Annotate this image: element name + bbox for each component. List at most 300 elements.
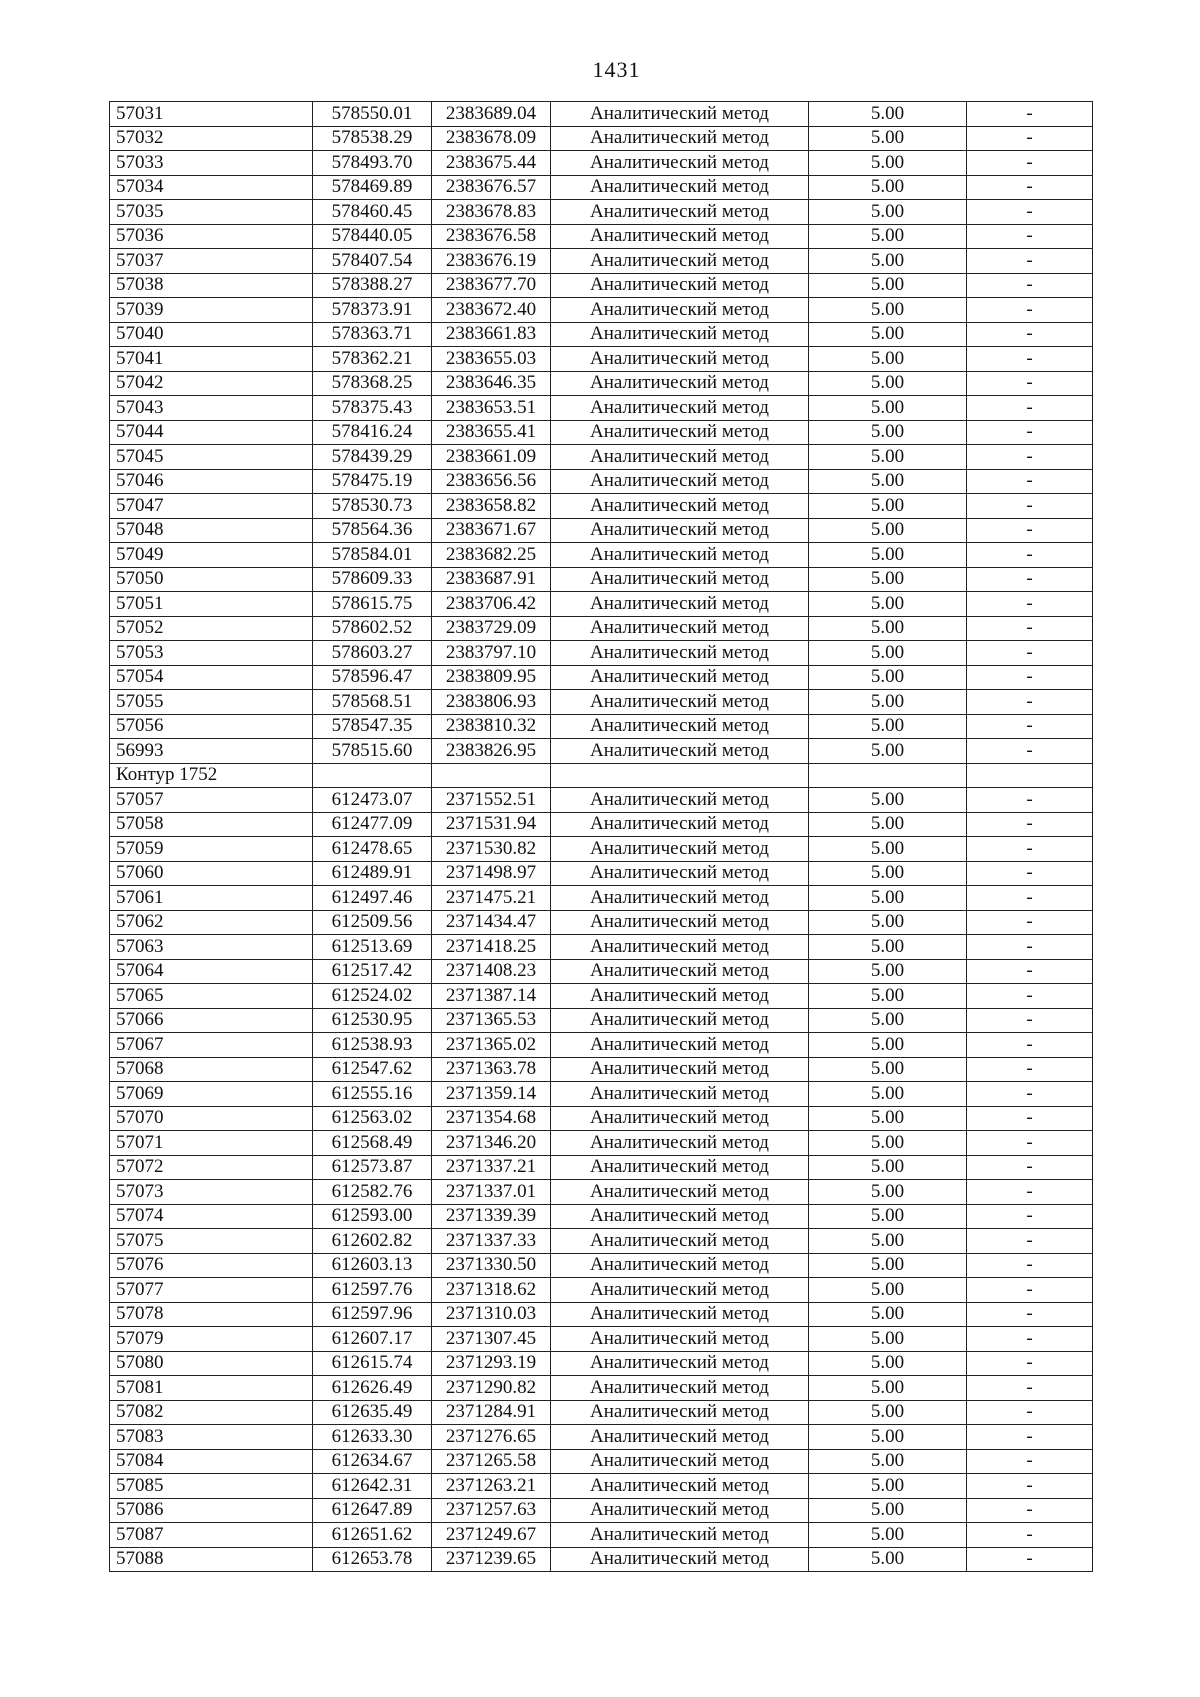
table-row xyxy=(110,1474,1093,1499)
x-coordinate-cell: 612633.30 xyxy=(313,1425,432,1450)
note-cell: - xyxy=(967,1229,1093,1254)
method-cell: Аналитический метод xyxy=(551,910,809,935)
method-cell: Аналитический метод xyxy=(551,371,809,396)
x-coordinate-cell: 612582.76 xyxy=(313,1180,432,1205)
method-cell: Аналитический метод xyxy=(551,1547,809,1572)
point-number-cell: 57060 xyxy=(110,861,313,886)
point-number-cell: 57081 xyxy=(110,1376,313,1401)
note-cell: - xyxy=(967,1131,1093,1156)
y-coordinate-cell: 2383678.09 xyxy=(432,126,551,151)
precision-cell: 5.00 xyxy=(809,347,967,372)
point-number-cell: 57061 xyxy=(110,886,313,911)
method-cell: Аналитический метод xyxy=(551,1376,809,1401)
table-row xyxy=(110,1327,1093,1352)
method-cell: Аналитический метод xyxy=(551,1474,809,1499)
method-cell: Аналитический метод xyxy=(551,1449,809,1474)
precision-cell: 5.00 xyxy=(809,1425,967,1450)
table-row xyxy=(110,543,1093,568)
y-coordinate-cell: 2383676.57 xyxy=(432,175,551,200)
table-row xyxy=(110,1547,1093,1572)
y-coordinate-cell: 2383658.82 xyxy=(432,494,551,519)
y-coordinate-cell: 2383810.32 xyxy=(432,714,551,739)
precision-cell: 5.00 xyxy=(809,420,967,445)
point-number-cell: 57032 xyxy=(110,126,313,151)
method-cell: Аналитический метод xyxy=(551,298,809,323)
table-row xyxy=(110,1106,1093,1131)
table-row xyxy=(110,935,1093,960)
table-row xyxy=(110,1131,1093,1156)
method-cell: Аналитический метод xyxy=(551,249,809,274)
y-coordinate-cell: 2383672.40 xyxy=(432,298,551,323)
x-coordinate-cell: 612607.17 xyxy=(313,1327,432,1352)
note-cell: - xyxy=(967,371,1093,396)
method-cell: Аналитический метод xyxy=(551,665,809,690)
point-number-cell: 57082 xyxy=(110,1400,313,1425)
precision-cell: 5.00 xyxy=(809,151,967,176)
empty-cell xyxy=(809,763,967,788)
method-cell: Аналитический метод xyxy=(551,739,809,764)
note-cell: - xyxy=(967,543,1093,568)
x-coordinate-cell: 578362.21 xyxy=(313,347,432,372)
precision-cell: 5.00 xyxy=(809,1474,967,1499)
precision-cell: 5.00 xyxy=(809,567,967,592)
table-row xyxy=(110,567,1093,592)
precision-cell: 5.00 xyxy=(809,616,967,641)
precision-cell: 5.00 xyxy=(809,1498,967,1523)
table-row xyxy=(110,739,1093,764)
method-cell: Аналитический метод xyxy=(551,396,809,421)
precision-cell: 5.00 xyxy=(809,494,967,519)
table-row xyxy=(110,788,1093,813)
table-row xyxy=(110,1351,1093,1376)
point-number-cell: 57073 xyxy=(110,1180,313,1205)
x-coordinate-cell: 612538.93 xyxy=(313,1033,432,1058)
x-coordinate-cell: 612478.65 xyxy=(313,837,432,862)
table-row xyxy=(110,1229,1093,1254)
x-coordinate-cell: 612615.74 xyxy=(313,1351,432,1376)
point-number-cell: 57064 xyxy=(110,959,313,984)
x-coordinate-cell: 612635.49 xyxy=(313,1400,432,1425)
x-coordinate-cell: 612603.13 xyxy=(313,1253,432,1278)
x-coordinate-cell: 578460.45 xyxy=(313,200,432,225)
note-cell: - xyxy=(967,1449,1093,1474)
table-row xyxy=(110,1425,1093,1450)
point-number-cell: 57067 xyxy=(110,1033,313,1058)
point-number-cell: 57071 xyxy=(110,1131,313,1156)
y-coordinate-cell: 2371531.94 xyxy=(432,812,551,837)
precision-cell: 5.00 xyxy=(809,935,967,960)
y-coordinate-cell: 2383675.44 xyxy=(432,151,551,176)
y-coordinate-cell: 2371293.19 xyxy=(432,1351,551,1376)
point-number-cell: 57046 xyxy=(110,469,313,494)
y-coordinate-cell: 2371475.21 xyxy=(432,886,551,911)
page-number: 1431 xyxy=(592,57,641,82)
precision-cell: 5.00 xyxy=(809,322,967,347)
method-cell: Аналитический метод xyxy=(551,1302,809,1327)
method-cell: Аналитический метод xyxy=(551,175,809,200)
point-number-cell: 57045 xyxy=(110,445,313,470)
precision-cell: 5.00 xyxy=(809,1523,967,1548)
table-row xyxy=(110,1498,1093,1523)
note-cell: - xyxy=(967,567,1093,592)
x-coordinate-cell: 578550.01 xyxy=(313,102,432,127)
precision-cell: 5.00 xyxy=(809,371,967,396)
table-row xyxy=(110,837,1093,862)
y-coordinate-cell: 2383676.58 xyxy=(432,224,551,249)
table-row xyxy=(110,665,1093,690)
method-cell: Аналитический метод xyxy=(551,1425,809,1450)
note-cell: - xyxy=(967,445,1093,470)
y-coordinate-cell: 2371318.62 xyxy=(432,1278,551,1303)
point-number-cell: 57038 xyxy=(110,273,313,298)
precision-cell: 5.00 xyxy=(809,665,967,690)
point-number-cell: 57083 xyxy=(110,1425,313,1450)
note-cell: - xyxy=(967,126,1093,151)
precision-cell: 5.00 xyxy=(809,837,967,862)
method-cell: Аналитический метод xyxy=(551,322,809,347)
table-row xyxy=(110,200,1093,225)
method-cell: Аналитический метод xyxy=(551,1008,809,1033)
y-coordinate-cell: 2383689.04 xyxy=(432,102,551,127)
note-cell: - xyxy=(967,1498,1093,1523)
y-coordinate-cell: 2371239.65 xyxy=(432,1547,551,1572)
method-cell: Аналитический метод xyxy=(551,959,809,984)
note-cell: - xyxy=(967,1008,1093,1033)
precision-cell: 5.00 xyxy=(809,714,967,739)
note-cell: - xyxy=(967,690,1093,715)
precision-cell: 5.00 xyxy=(809,641,967,666)
x-coordinate-cell: 612597.76 xyxy=(313,1278,432,1303)
method-cell: Аналитический метод xyxy=(551,1400,809,1425)
x-coordinate-cell: 612477.09 xyxy=(313,812,432,837)
x-coordinate-cell: 578603.27 xyxy=(313,641,432,666)
x-coordinate-cell: 612489.91 xyxy=(313,861,432,886)
note-cell: - xyxy=(967,1057,1093,1082)
note-cell: - xyxy=(967,151,1093,176)
precision-cell: 5.00 xyxy=(809,224,967,249)
point-number-cell: 57050 xyxy=(110,567,313,592)
point-number-cell: 57044 xyxy=(110,420,313,445)
precision-cell: 5.00 xyxy=(809,984,967,1009)
method-cell: Аналитический метод xyxy=(551,984,809,1009)
point-number-cell: 57031 xyxy=(110,102,313,127)
note-cell: - xyxy=(967,1351,1093,1376)
x-coordinate-cell: 578602.52 xyxy=(313,616,432,641)
precision-cell: 5.00 xyxy=(809,959,967,984)
table-row xyxy=(110,273,1093,298)
precision-cell: 5.00 xyxy=(809,861,967,886)
method-cell: Аналитический метод xyxy=(551,1351,809,1376)
y-coordinate-cell: 2371257.63 xyxy=(432,1498,551,1523)
x-coordinate-cell: 578469.89 xyxy=(313,175,432,200)
note-cell: - xyxy=(967,469,1093,494)
table-row xyxy=(110,396,1093,421)
y-coordinate-cell: 2371276.65 xyxy=(432,1425,551,1450)
precision-cell: 5.00 xyxy=(809,1008,967,1033)
note-cell: - xyxy=(967,347,1093,372)
table-row xyxy=(110,1278,1093,1303)
method-cell: Аналитический метод xyxy=(551,1082,809,1107)
precision-cell: 5.00 xyxy=(809,518,967,543)
y-coordinate-cell: 2371365.02 xyxy=(432,1033,551,1058)
table-row xyxy=(110,518,1093,543)
point-number-cell: 57058 xyxy=(110,812,313,837)
note-cell: - xyxy=(967,1425,1093,1450)
point-number-cell: 57033 xyxy=(110,151,313,176)
precision-cell: 5.00 xyxy=(809,175,967,200)
method-cell: Аналитический метод xyxy=(551,273,809,298)
method-cell: Аналитический метод xyxy=(551,1057,809,1082)
x-coordinate-cell: 578368.25 xyxy=(313,371,432,396)
table-row xyxy=(110,224,1093,249)
point-number-cell: 57066 xyxy=(110,1008,313,1033)
point-number-cell: 56993 xyxy=(110,739,313,764)
table-row xyxy=(110,910,1093,935)
table-row xyxy=(110,347,1093,372)
x-coordinate-cell: 578515.60 xyxy=(313,739,432,764)
y-coordinate-cell: 2383661.83 xyxy=(432,322,551,347)
y-coordinate-cell: 2371434.47 xyxy=(432,910,551,935)
y-coordinate-cell: 2371330.50 xyxy=(432,1253,551,1278)
precision-cell: 5.00 xyxy=(809,886,967,911)
y-coordinate-cell: 2383653.51 xyxy=(432,396,551,421)
precision-cell: 5.00 xyxy=(809,1057,967,1082)
table-row xyxy=(110,616,1093,641)
y-coordinate-cell: 2383661.09 xyxy=(432,445,551,470)
y-coordinate-cell: 2371363.78 xyxy=(432,1057,551,1082)
y-coordinate-cell: 2383826.95 xyxy=(432,739,551,764)
precision-cell: 5.00 xyxy=(809,1449,967,1474)
x-coordinate-cell: 578615.75 xyxy=(313,592,432,617)
point-number-cell: 57043 xyxy=(110,396,313,421)
x-coordinate-cell: 578547.35 xyxy=(313,714,432,739)
point-number-cell: 57062 xyxy=(110,910,313,935)
point-number-cell: 57075 xyxy=(110,1229,313,1254)
method-cell: Аналитический метод xyxy=(551,886,809,911)
method-cell: Аналитический метод xyxy=(551,592,809,617)
method-cell: Аналитический метод xyxy=(551,1180,809,1205)
note-cell: - xyxy=(967,175,1093,200)
note-cell: - xyxy=(967,1082,1093,1107)
x-coordinate-cell: 612517.42 xyxy=(313,959,432,984)
method-cell: Аналитический метод xyxy=(551,567,809,592)
point-number-cell: 57085 xyxy=(110,1474,313,1499)
precision-cell: 5.00 xyxy=(809,126,967,151)
method-cell: Аналитический метод xyxy=(551,1204,809,1229)
x-coordinate-cell: 578538.29 xyxy=(313,126,432,151)
y-coordinate-cell: 2371307.45 xyxy=(432,1327,551,1352)
note-cell: - xyxy=(967,1253,1093,1278)
method-cell: Аналитический метод xyxy=(551,714,809,739)
point-number-cell: 57040 xyxy=(110,322,313,347)
x-coordinate-cell: 612530.95 xyxy=(313,1008,432,1033)
x-coordinate-cell: 612647.89 xyxy=(313,1498,432,1523)
x-coordinate-cell: 612651.62 xyxy=(313,1523,432,1548)
x-coordinate-cell: 578373.91 xyxy=(313,298,432,323)
y-coordinate-cell: 2371365.53 xyxy=(432,1008,551,1033)
empty-cell xyxy=(313,763,432,788)
y-coordinate-cell: 2383806.93 xyxy=(432,690,551,715)
y-coordinate-cell: 2383809.95 xyxy=(432,665,551,690)
precision-cell: 5.00 xyxy=(809,690,967,715)
contour-label: Контур 1752 xyxy=(110,763,313,788)
x-coordinate-cell: 578564.36 xyxy=(313,518,432,543)
table-row xyxy=(110,1033,1093,1058)
method-cell: Аналитический метод xyxy=(551,1498,809,1523)
precision-cell: 5.00 xyxy=(809,1400,967,1425)
y-coordinate-cell: 2383729.09 xyxy=(432,616,551,641)
y-coordinate-cell: 2383797.10 xyxy=(432,641,551,666)
point-number-cell: 57049 xyxy=(110,543,313,568)
y-coordinate-cell: 2371337.01 xyxy=(432,1180,551,1205)
note-cell: - xyxy=(967,714,1093,739)
precision-cell: 5.00 xyxy=(809,469,967,494)
x-coordinate-cell: 612568.49 xyxy=(313,1131,432,1156)
point-number-cell: 57034 xyxy=(110,175,313,200)
method-cell: Аналитический метод xyxy=(551,1523,809,1548)
note-cell: - xyxy=(967,396,1093,421)
point-number-cell: 57059 xyxy=(110,837,313,862)
note-cell: - xyxy=(967,1155,1093,1180)
method-cell: Аналитический метод xyxy=(551,469,809,494)
precision-cell: 5.00 xyxy=(809,249,967,274)
point-number-cell: 57048 xyxy=(110,518,313,543)
note-cell: - xyxy=(967,641,1093,666)
table-row xyxy=(110,1180,1093,1205)
y-coordinate-cell: 2383655.41 xyxy=(432,420,551,445)
coordinates-table xyxy=(109,101,1093,1572)
note-cell: - xyxy=(967,837,1093,862)
precision-cell: 5.00 xyxy=(809,102,967,127)
point-number-cell: 57035 xyxy=(110,200,313,225)
x-coordinate-cell: 612563.02 xyxy=(313,1106,432,1131)
precision-cell: 5.00 xyxy=(809,1278,967,1303)
table-row xyxy=(110,641,1093,666)
table-row xyxy=(110,102,1093,127)
table-row xyxy=(110,984,1093,1009)
point-number-cell: 57053 xyxy=(110,641,313,666)
y-coordinate-cell: 2383676.19 xyxy=(432,249,551,274)
note-cell: - xyxy=(967,665,1093,690)
method-cell: Аналитический метод xyxy=(551,151,809,176)
precision-cell: 5.00 xyxy=(809,543,967,568)
note-cell: - xyxy=(967,935,1093,960)
precision-cell: 5.00 xyxy=(809,812,967,837)
table-row xyxy=(110,1253,1093,1278)
table-row xyxy=(110,175,1093,200)
precision-cell: 5.00 xyxy=(809,1547,967,1572)
y-coordinate-cell: 2371387.14 xyxy=(432,984,551,1009)
note-cell: - xyxy=(967,102,1093,127)
table-row xyxy=(110,861,1093,886)
point-number-cell: 57088 xyxy=(110,1547,313,1572)
point-number-cell: 57063 xyxy=(110,935,313,960)
table-row xyxy=(110,322,1093,347)
point-number-cell: 57084 xyxy=(110,1449,313,1474)
y-coordinate-cell: 2371290.82 xyxy=(432,1376,551,1401)
note-cell: - xyxy=(967,1278,1093,1303)
table-row xyxy=(110,592,1093,617)
y-coordinate-cell: 2383671.67 xyxy=(432,518,551,543)
x-coordinate-cell: 578609.33 xyxy=(313,567,432,592)
precision-cell: 5.00 xyxy=(809,1376,967,1401)
y-coordinate-cell: 2371337.21 xyxy=(432,1155,551,1180)
y-coordinate-cell: 2383655.03 xyxy=(432,347,551,372)
point-number-cell: 57037 xyxy=(110,249,313,274)
x-coordinate-cell: 612597.96 xyxy=(313,1302,432,1327)
method-cell: Аналитический метод xyxy=(551,518,809,543)
x-coordinate-cell: 612547.62 xyxy=(313,1057,432,1082)
precision-cell: 5.00 xyxy=(809,1180,967,1205)
precision-cell: 5.00 xyxy=(809,1327,967,1352)
method-cell: Аналитический метод xyxy=(551,1131,809,1156)
point-number-cell: 57078 xyxy=(110,1302,313,1327)
precision-cell: 5.00 xyxy=(809,788,967,813)
precision-cell: 5.00 xyxy=(809,1131,967,1156)
point-number-cell: 57077 xyxy=(110,1278,313,1303)
table-row xyxy=(110,1082,1093,1107)
table-row xyxy=(110,1204,1093,1229)
point-number-cell: 57074 xyxy=(110,1204,313,1229)
note-cell: - xyxy=(967,1180,1093,1205)
table-row xyxy=(110,494,1093,519)
method-cell: Аналитический метод xyxy=(551,102,809,127)
table-row xyxy=(110,420,1093,445)
method-cell: Аналитический метод xyxy=(551,200,809,225)
point-number-cell: 57069 xyxy=(110,1082,313,1107)
x-coordinate-cell: 612602.82 xyxy=(313,1229,432,1254)
precision-cell: 5.00 xyxy=(809,1302,967,1327)
table-row xyxy=(110,886,1093,911)
y-coordinate-cell: 2383682.25 xyxy=(432,543,551,568)
y-coordinate-cell: 2371249.67 xyxy=(432,1523,551,1548)
note-cell: - xyxy=(967,1327,1093,1352)
x-coordinate-cell: 612524.02 xyxy=(313,984,432,1009)
point-number-cell: 57047 xyxy=(110,494,313,519)
x-coordinate-cell: 578530.73 xyxy=(313,494,432,519)
y-coordinate-cell: 2371265.58 xyxy=(432,1449,551,1474)
method-cell: Аналитический метод xyxy=(551,812,809,837)
note-cell: - xyxy=(967,1523,1093,1548)
point-number-cell: 57054 xyxy=(110,665,313,690)
table-row xyxy=(110,1376,1093,1401)
note-cell: - xyxy=(967,984,1093,1009)
x-coordinate-cell: 612513.69 xyxy=(313,935,432,960)
table-row xyxy=(110,690,1093,715)
x-coordinate-cell: 578596.47 xyxy=(313,665,432,690)
y-coordinate-cell: 2371339.39 xyxy=(432,1204,551,1229)
x-coordinate-cell: 578416.24 xyxy=(313,420,432,445)
x-coordinate-cell: 612497.46 xyxy=(313,886,432,911)
x-coordinate-cell: 578584.01 xyxy=(313,543,432,568)
point-number-cell: 57076 xyxy=(110,1253,313,1278)
point-number-cell: 57079 xyxy=(110,1327,313,1352)
precision-cell: 5.00 xyxy=(809,1106,967,1131)
y-coordinate-cell: 2371408.23 xyxy=(432,959,551,984)
note-cell: - xyxy=(967,959,1093,984)
y-coordinate-cell: 2383677.70 xyxy=(432,273,551,298)
note-cell: - xyxy=(967,1204,1093,1229)
note-cell: - xyxy=(967,1547,1093,1572)
y-coordinate-cell: 2371359.14 xyxy=(432,1082,551,1107)
y-coordinate-cell: 2371354.68 xyxy=(432,1106,551,1131)
table-row xyxy=(110,298,1093,323)
y-coordinate-cell: 2383687.91 xyxy=(432,567,551,592)
point-number-cell: 57051 xyxy=(110,592,313,617)
method-cell: Аналитический метод xyxy=(551,616,809,641)
point-number-cell: 57086 xyxy=(110,1498,313,1523)
y-coordinate-cell: 2383646.35 xyxy=(432,371,551,396)
